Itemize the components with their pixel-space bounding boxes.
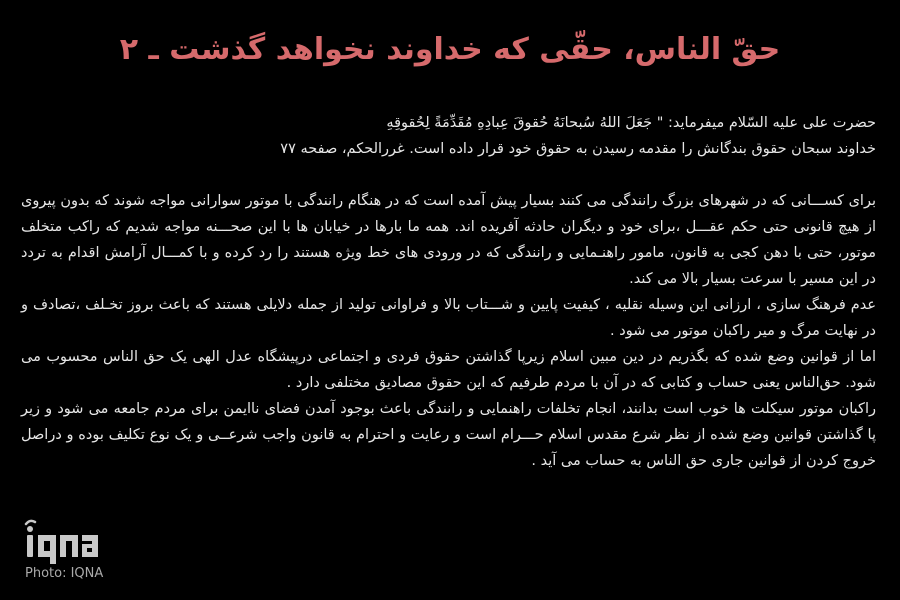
iqna-logo — [22, 518, 100, 564]
page-title: حقّ الناس، حقّی که خداوند نخواهد گذشت ـ ۲ — [119, 32, 781, 67]
paragraph: اما از قوانین وضع شده که بگذریم در دین مبین اسلام زیرپا گذاشتن حقوق فردی و اجتماعی درپیشگاه عدل الهی یک حق الناس محسوب می شود. حق‌الناس یعنی حساب و کتابی که در آن با مردم طرفیم که این حقوق مصادیق مختلفی دارد . — [21, 349, 876, 391]
paragraph: عدم فرهنگ سازی ، ارزانی این وسیله نقلیه ، کیفیت پایین و شـــتاب بالا و فراوانی تولید از جمله دلایلی هستند که باعث بروز تخـلف ،تصادف و در نهایت مرگ و میر راکبان موتور می شود . — [21, 297, 876, 339]
hadith-quote — [21, 110, 876, 162]
hadith-translation: خداوند سبحان حقوق بندگانش را مقدمه رسیدن به حقوق خود قرار داده است. غررالحکم، صفحه ۷۷ — [280, 141, 876, 157]
hadith-arabic: حضرت علی علیه السّلام میفرماید: " جَعَلَ اللهُ سُبحانَهُ حُقوقَ عِبادِهِ مُقَدِّمَةً لِحُقوقِهِ — [386, 115, 876, 131]
photo-credit: Photo: IQNA — [25, 566, 104, 581]
article-body — [21, 188, 876, 474]
paragraph: راکبان موتور سیکلت ها خوب است بدانند، انجام تخلفات راهنمایی و رانندگی باعث بوجود آمدن فضای ناایمن برای مردم جامعه می شود و زیر پا گذاشتن قوانین وضع شده از نظر شرع مقدس اسلام حـــرام است و رعایت و احترام به قانون واجب شرعــی و یک نوع تکلیف بوده و دراصل خروج کردن از قوانین جاری حق الناس به حساب می آید . — [21, 401, 876, 469]
paragraph: برای کســـانی که در شهرهای بزرگ رانندگی می کنند بسیار پیش آمده است که در هنگام رانندگی با موتور سوارانی مواجه شوند که بدون پیروی از هیچ قانونی حتی حکم عقـــل ،برای خود و دیگران حادثه آفریده اند. همه ما بارها در خیابان ها با این صحـــنه مواجه شدیم که راکب متخلف موتور، حتی با دهن کجی به قانون، مامور راهنـمایی و رانندگی که در ورودی های خط ویژه هستند را رد کرده و با کمـــال آرامش اقدام به تردد در این مسیر با سرعت بسیار بالا می کند. — [21, 193, 876, 287]
article-content — [21, 110, 876, 474]
